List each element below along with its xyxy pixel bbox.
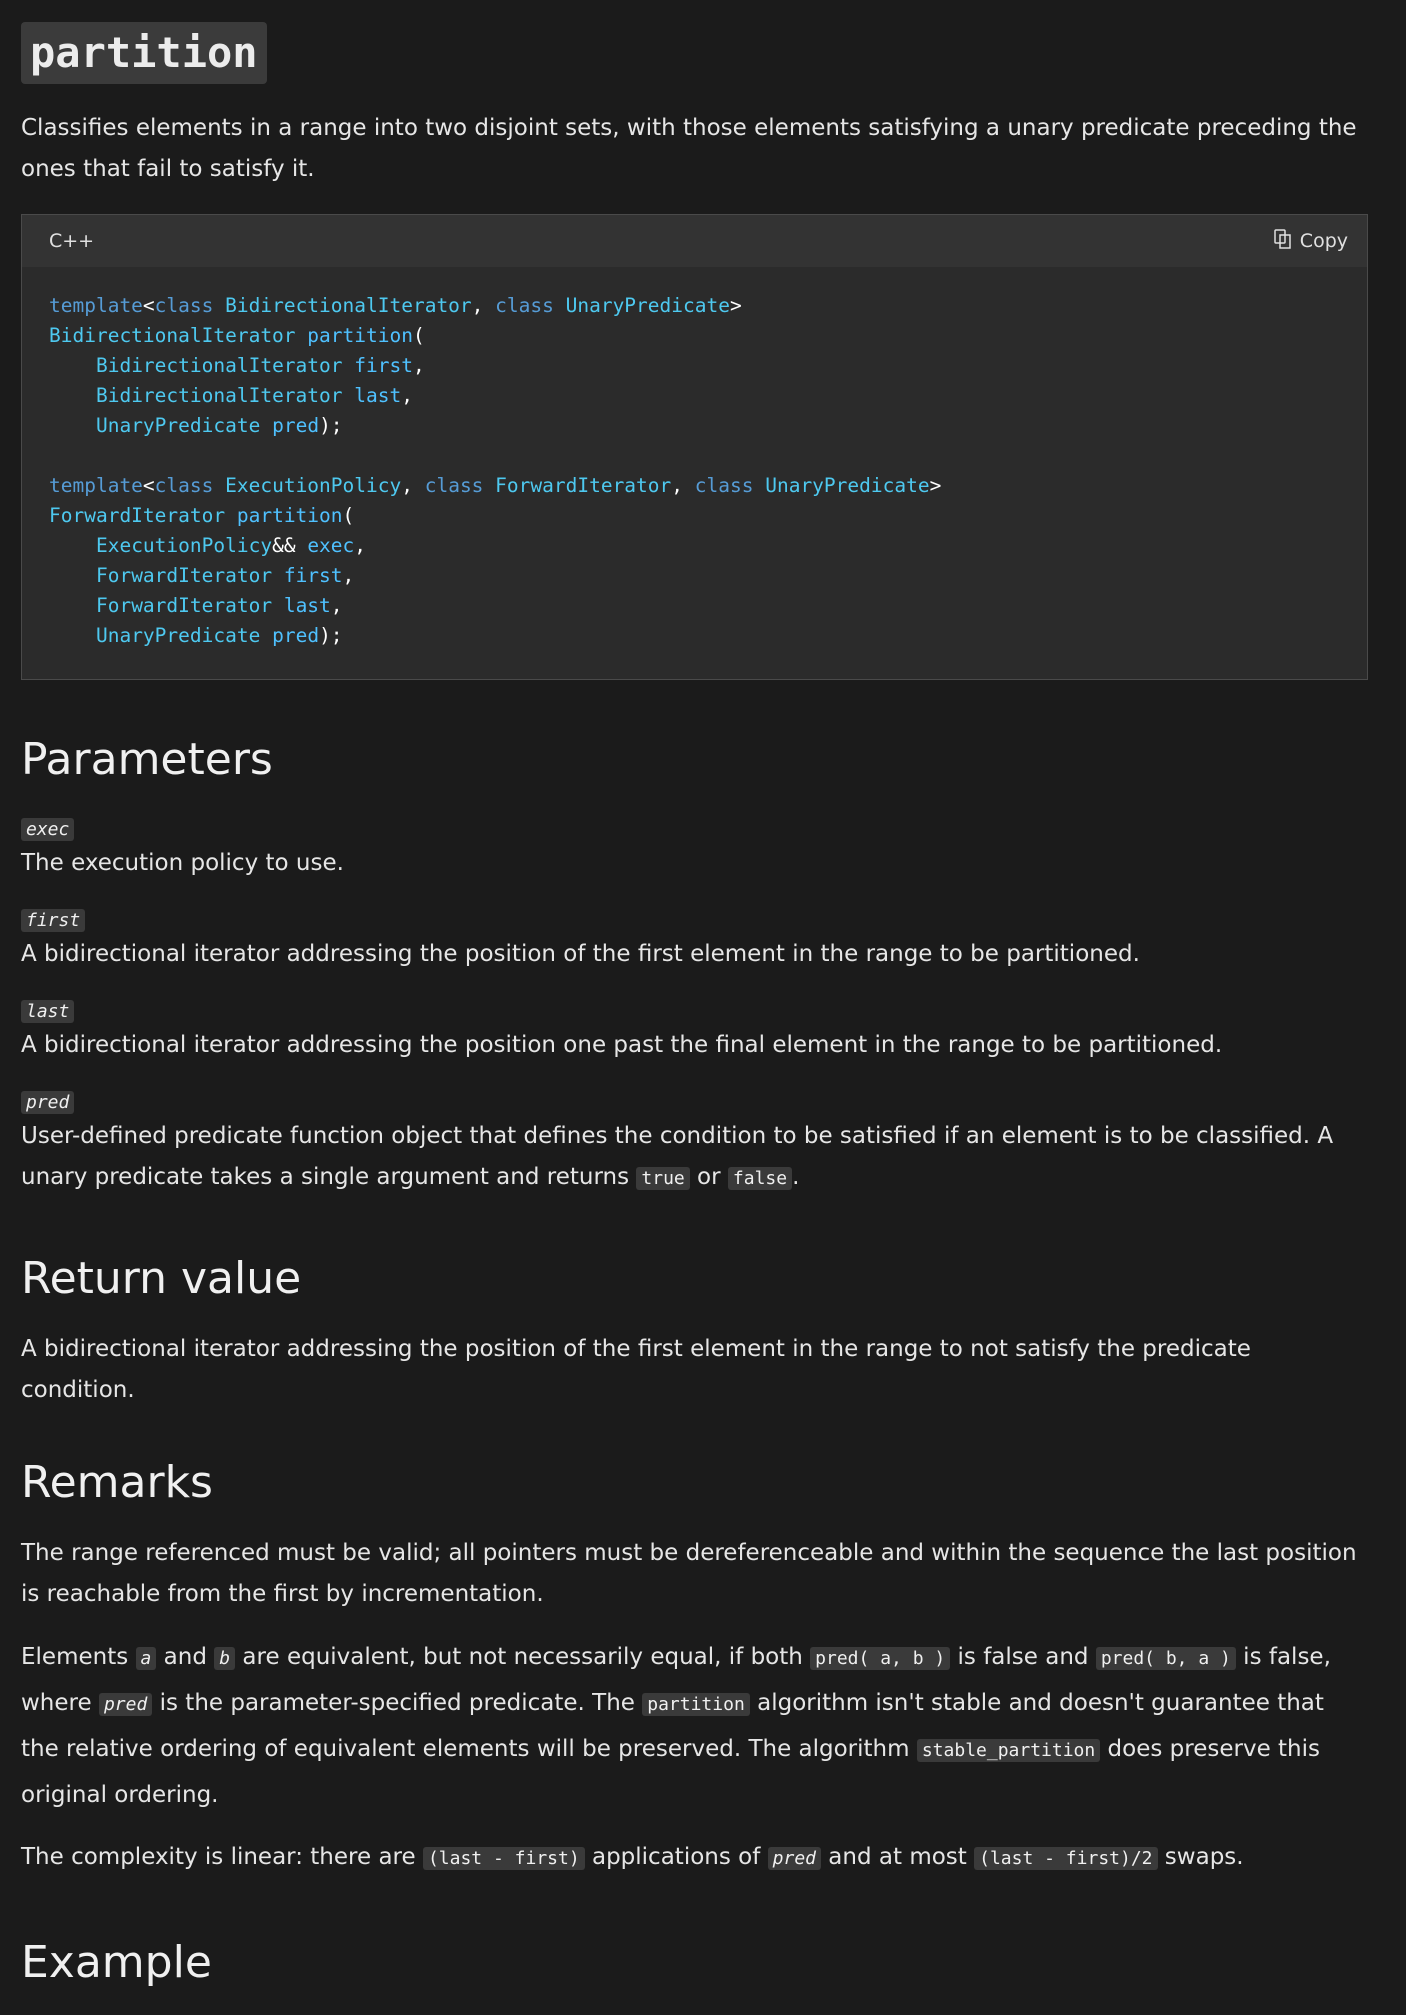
code-last-first-half: (last - first)/2 [974,1847,1157,1870]
text: The complexity is linear: there are [21,1844,423,1870]
code-pred: pred [768,1847,821,1870]
code-block [21,214,1368,680]
text: and at most [821,1844,975,1870]
code-partition: partition [642,1693,750,1716]
code-pred: pred [99,1693,152,1716]
text: Elements [21,1644,136,1670]
code-b: b [214,1647,235,1670]
text: swaps. [1157,1844,1244,1870]
param-desc: A bidirectional iterator addressing the position one past the final element in the range to be partitioned. [21,1032,1223,1058]
section-heading-return-value: Return value [21,1253,302,1304]
code-content: template<class BidirectionalIterator, class UnaryPredicate> BidirectionalIterator partition( BidirectionalIterator first, BidirectionalIterator last, UnaryPredicate pred); template<class ExecutionPolicy, class ForwardIterator, class UnaryPredicate> ForwardIterator partition( ExecutionPolicy&& exec, ForwardIterator first, ForwardIterator last, UnaryPredicate pred); [49,294,942,647]
param-desc: The execution policy to use. [21,850,344,876]
code-true: true [636,1167,689,1190]
section-heading-parameters: Parameters [21,734,273,785]
section-heading-remarks: Remarks [21,1457,213,1508]
param-pred [21,1091,1368,1199]
code-pred-a-b: pred( a, b ) [810,1647,950,1670]
section-heading-example: Example [21,1937,212,1988]
param-name: exec [21,818,74,841]
copy-icon [1274,229,1292,254]
code-pred-b-a: pred( b, a ) [1096,1647,1236,1670]
text: does preserve this original ordering. [21,1736,1320,1808]
param-name: pred [21,1091,74,1114]
copy-button[interactable] [1274,229,1348,254]
text: is false and [950,1644,1096,1670]
param-name: last [21,1000,74,1023]
return-paragraph: A bidirectional iterator addressing the position of the first element in the range to not satisfy the predicate condition. [21,1336,1251,1403]
page-title: partition [21,22,267,84]
copy-label: Copy [1299,230,1348,252]
text: is false, where [21,1644,1331,1716]
text: are equivalent, but not necessarily equal, if both [235,1644,811,1670]
param-desc: A bidirectional iterator addressing the position of the first element in the range to be partitioned. [21,941,1140,967]
param-last [21,1000,1368,1066]
text: User-defined predicate function object that defines the condition to be satisfied if an element is to be classified. A unary predicate takes a single argument and returns [21,1123,1334,1190]
param-exec [21,818,1368,884]
text: algorithm isn't stable and doesn't guarantee that the relative ordering of equivalent elements will be preserved. The algorithm [21,1690,1324,1762]
code-header [22,215,1367,267]
text: is the parameter-specified predicate. The [152,1690,643,1716]
text: and [156,1644,215,1670]
param-first [21,909,1368,975]
remarks-paragraph-2 [21,1635,1368,1817]
code-language-label: C++ [49,230,95,252]
param-name: first [21,909,85,932]
text: . [792,1164,800,1190]
remarks-paragraph-1: The range referenced must be valid; all pointers must be dereferenceable and within the sequence the last position is reachable from the first by incrementation. [21,1540,1357,1607]
intro-paragraph: Classifies elements in a range into two disjoint sets, with those elements satisfying a unary predicate preceding the ones that fail to satisfy it. [21,115,1357,182]
param-desc [21,1116,1368,1199]
code-last-first: (last - first) [423,1847,585,1870]
text: applications of [584,1844,768,1870]
code-stable-partition: stable_partition [917,1739,1100,1762]
remarks-paragraph-3 [21,1837,1368,1879]
code-false: false [728,1167,792,1190]
code-a: a [136,1647,157,1670]
text: or [689,1164,728,1190]
